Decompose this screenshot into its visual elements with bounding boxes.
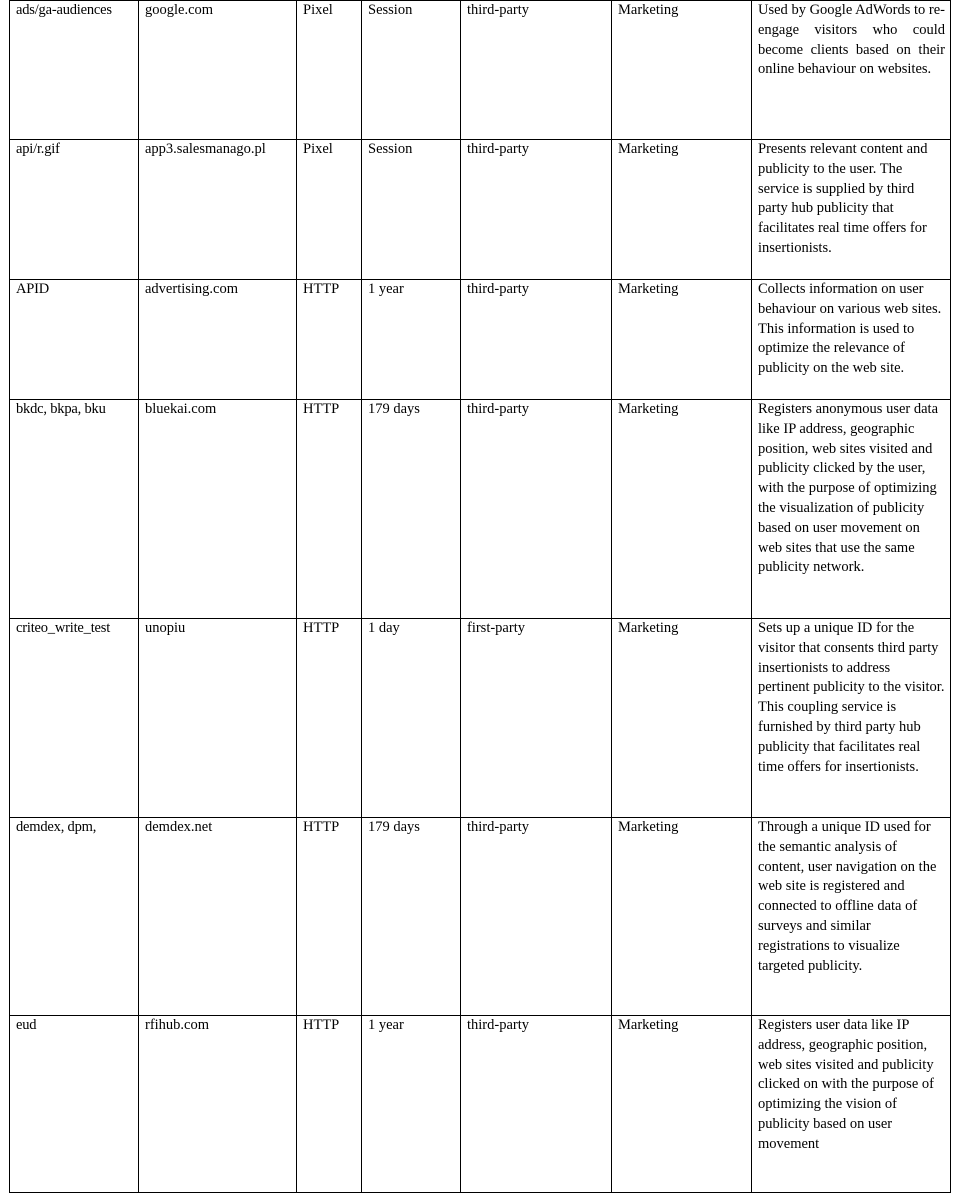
table-row — [10, 619, 951, 818]
cookie-description-cell: Sets up a unique ID for the visitor that consents third party insertionists to address pertinent publicity to the visitor. This coupling service is furnished by third party hub publicity that facilitates real time offers for insertionists. — [752, 619, 951, 818]
cookie-party-cell: first-party — [461, 619, 612, 818]
cookie-party-cell: third-party — [461, 818, 612, 1016]
cookie-domain-cell: google.com — [139, 1, 297, 140]
cookie-expiry-cell: Session — [362, 1, 461, 140]
cookie-description-cell: Used by Google AdWords to re-engage visitors who could become clients based on their online behaviour on websites. — [752, 1, 951, 140]
cookie-expiry-cell: Session — [362, 140, 461, 280]
cookie-type-cell: HTTP — [297, 619, 362, 818]
cookie-category-cell: Marketing — [612, 1, 752, 140]
cookie-party-cell: third-party — [461, 140, 612, 280]
cookie-expiry-cell: 1 year — [362, 280, 461, 400]
cookie-policy-document — [9, 0, 950, 1192]
cookie-type-cell: HTTP — [297, 818, 362, 1016]
table-row — [10, 1, 951, 140]
cookie-party-cell: third-party — [461, 1016, 612, 1193]
cookie-domain-cell: advertising.com — [139, 280, 297, 400]
cookie-domain-cell: rfihub.com — [139, 1016, 297, 1193]
cookie-table — [9, 0, 951, 1193]
cookie-domain-cell: bluekai.com — [139, 400, 297, 619]
cookie-category-cell: Marketing — [612, 280, 752, 400]
cookie-description-cell: Collects information on user behaviour on various web sites. This information is used to optimize the relevance of publicity on the web site. — [752, 280, 951, 400]
cookie-description-cell: Registers user data like IP address, geographic position, web sites visited and publicity clicked on with the purpose of optimizing the vision of publicity based on user movement — [752, 1016, 951, 1193]
cookie-type-cell: Pixel — [297, 140, 362, 280]
cookie-name-cell: ads/ga-audiences — [10, 1, 139, 140]
cookie-category-cell: Marketing — [612, 1016, 752, 1193]
cookie-name-cell: eud — [10, 1016, 139, 1193]
cookie-type-cell: Pixel — [297, 1, 362, 140]
cookie-category-cell: Marketing — [612, 619, 752, 818]
cookie-name-cell: criteo_write_test — [10, 619, 139, 818]
cookie-category-cell: Marketing — [612, 140, 752, 280]
cookie-expiry-cell: 179 days — [362, 818, 461, 1016]
cookie-description-cell: Registers anonymous user data like IP address, geographic position, web sites visited and publicity clicked by the user, with the purpose of optimizing the visualization of publicity based on user movement on web sites that use the same publicity network. — [752, 400, 951, 619]
cookie-name-cell: api/r.gif — [10, 140, 139, 280]
cookie-party-cell: third-party — [461, 1, 612, 140]
cookie-type-cell: HTTP — [297, 400, 362, 619]
cookie-domain-cell: app3.salesmanago.pl — [139, 140, 297, 280]
cookie-domain-cell: demdex.net — [139, 818, 297, 1016]
table-row — [10, 818, 951, 1016]
cookie-domain-cell: unopiu — [139, 619, 297, 818]
cookie-description-cell: Through a unique ID used for the semantic analysis of content, user navigation on the web site is registered and connected to offline data of surveys and similar registrations to visualize targeted publicity. — [752, 818, 951, 1016]
cookie-name-cell: bkdc, bkpa, bku — [10, 400, 139, 619]
cookie-category-cell: Marketing — [612, 818, 752, 1016]
cookie-expiry-cell: 1 year — [362, 1016, 461, 1193]
cookie-name-cell: APID — [10, 280, 139, 400]
cookie-party-cell: third-party — [461, 280, 612, 400]
cookie-category-cell: Marketing — [612, 400, 752, 619]
cookie-type-cell: HTTP — [297, 1016, 362, 1193]
cookie-expiry-cell: 1 day — [362, 619, 461, 818]
cookie-expiry-cell: 179 days — [362, 400, 461, 619]
cookie-name-cell: demdex, dpm, — [10, 818, 139, 1016]
cookie-description-cell: Presents relevant content and publicity to the user. The service is supplied by third party hub publicity that facilitates real time offers for insertionists. — [752, 140, 951, 280]
table-row — [10, 400, 951, 619]
table-row — [10, 1016, 951, 1193]
cookie-party-cell: third-party — [461, 400, 612, 619]
table-row — [10, 280, 951, 400]
cookie-type-cell: HTTP — [297, 280, 362, 400]
table-row — [10, 140, 951, 280]
